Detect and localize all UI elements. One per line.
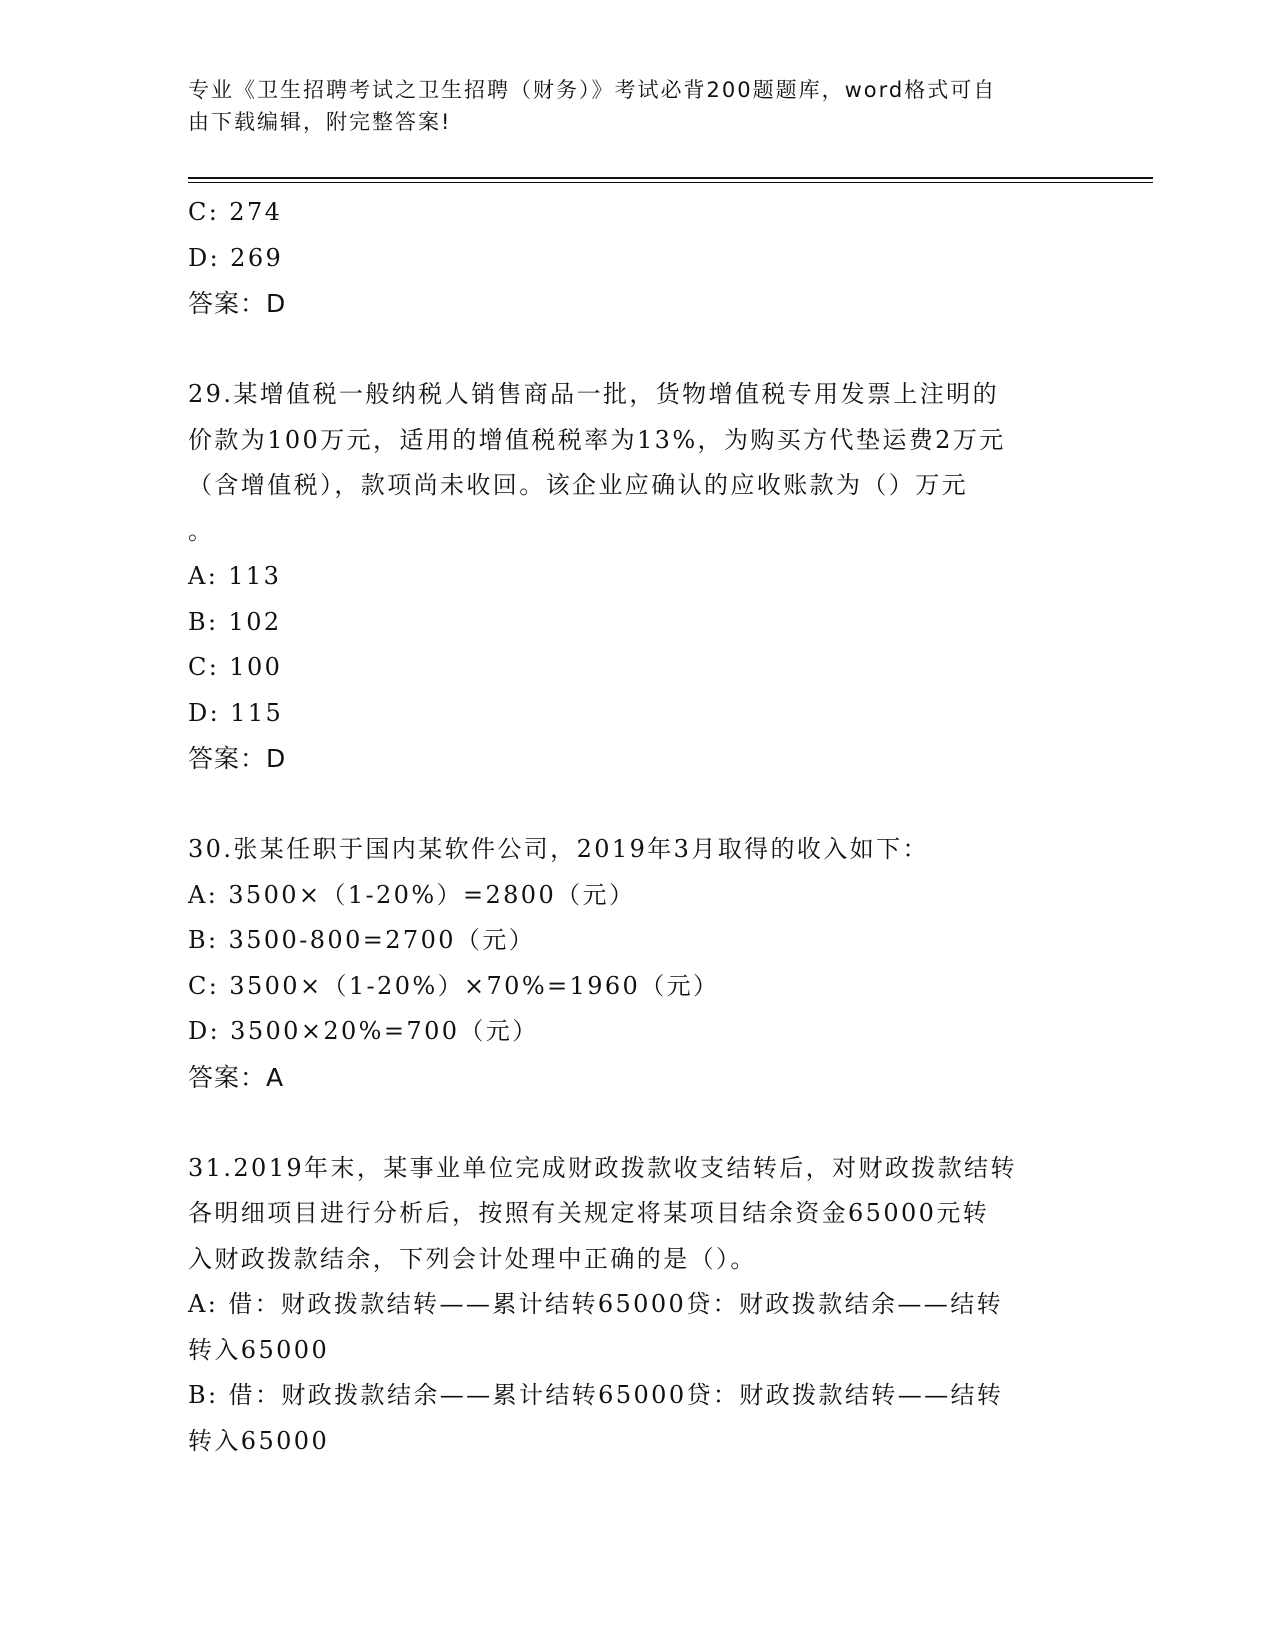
header-divider-thick [188, 177, 1153, 179]
q30-answer: 答案：A [188, 1062, 285, 1092]
q31-option-b-line-1: B: 借：财政拨款结余——累计结转65000贷：财政拨款结转——结转 [188, 1381, 1004, 1409]
q30-option-d: D: 3500×20%=700（元） [188, 1017, 539, 1045]
q28-option-c: C: 274 [188, 198, 283, 226]
header-line-2: 由下载编辑，附完整答案! [188, 110, 452, 134]
q31-stem-line-2: 各明细项目进行分析后，按照有关规定将某项目结余资金65000元转 [188, 1199, 990, 1227]
document-body [188, 190, 1088, 1464]
q29-option-b: B: 102 [188, 607, 282, 636]
q30-option-c: C: 3500×（1-20%）×70%=1960（元） [188, 971, 720, 1000]
document-header [188, 74, 1068, 138]
q29-stem-line-3: （含增值税），款项尚未收回。该企业应确认的应收账款为（）万元 [188, 471, 968, 499]
header-line-1: 专业《卫生招聘考试之卫生招聘（财务）》考试必背200题题库，word格式可自 [188, 78, 997, 102]
q31-stem-line-3: 入财政拨款结余，下列会计处理中正确的是（）。 [188, 1244, 757, 1273]
q30-stem-line-1: 30.张某任职于国内某软件公司，2019年3月取得的收入如下： [188, 835, 929, 863]
q28-option-d: D: 269 [188, 243, 284, 272]
q29-stem-line-1: 29.某增值税一般纳税人销售商品一批，货物增值税专用发票上注明的 [188, 380, 999, 408]
q29-stem-line-4: 。 [188, 516, 215, 545]
q29-option-c: C: 100 [188, 653, 283, 681]
q29-stem-line-2: 价款为100万元，适用的增值税税率为13%，为购买方代垫运费2万元 [188, 425, 1006, 454]
q31-option-b-line-2: 转入65000 [188, 1426, 330, 1455]
header-divider-thin [188, 182, 1153, 183]
q31-stem-line-1: 31.2019年末，某事业单位完成财政拨款收支结转后，对财政拨款结转 [188, 1153, 1017, 1182]
q30-option-b: B: 3500-800=2700（元） [188, 926, 536, 954]
q31-option-a-line-1: A: 借：财政拨款结转——累计结转65000贷：财政拨款结余——结转 [188, 1290, 1003, 1318]
q29-option-a: A: 113 [188, 562, 282, 590]
q29-answer: 答案：D [188, 744, 287, 773]
q28-answer: 答案：D [188, 289, 287, 318]
q29-option-d: D: 115 [188, 698, 284, 727]
q30-option-a: A: 3500×（1-20%）=2800（元） [188, 880, 636, 909]
q31-option-a-line-2: 转入65000 [188, 1335, 330, 1364]
